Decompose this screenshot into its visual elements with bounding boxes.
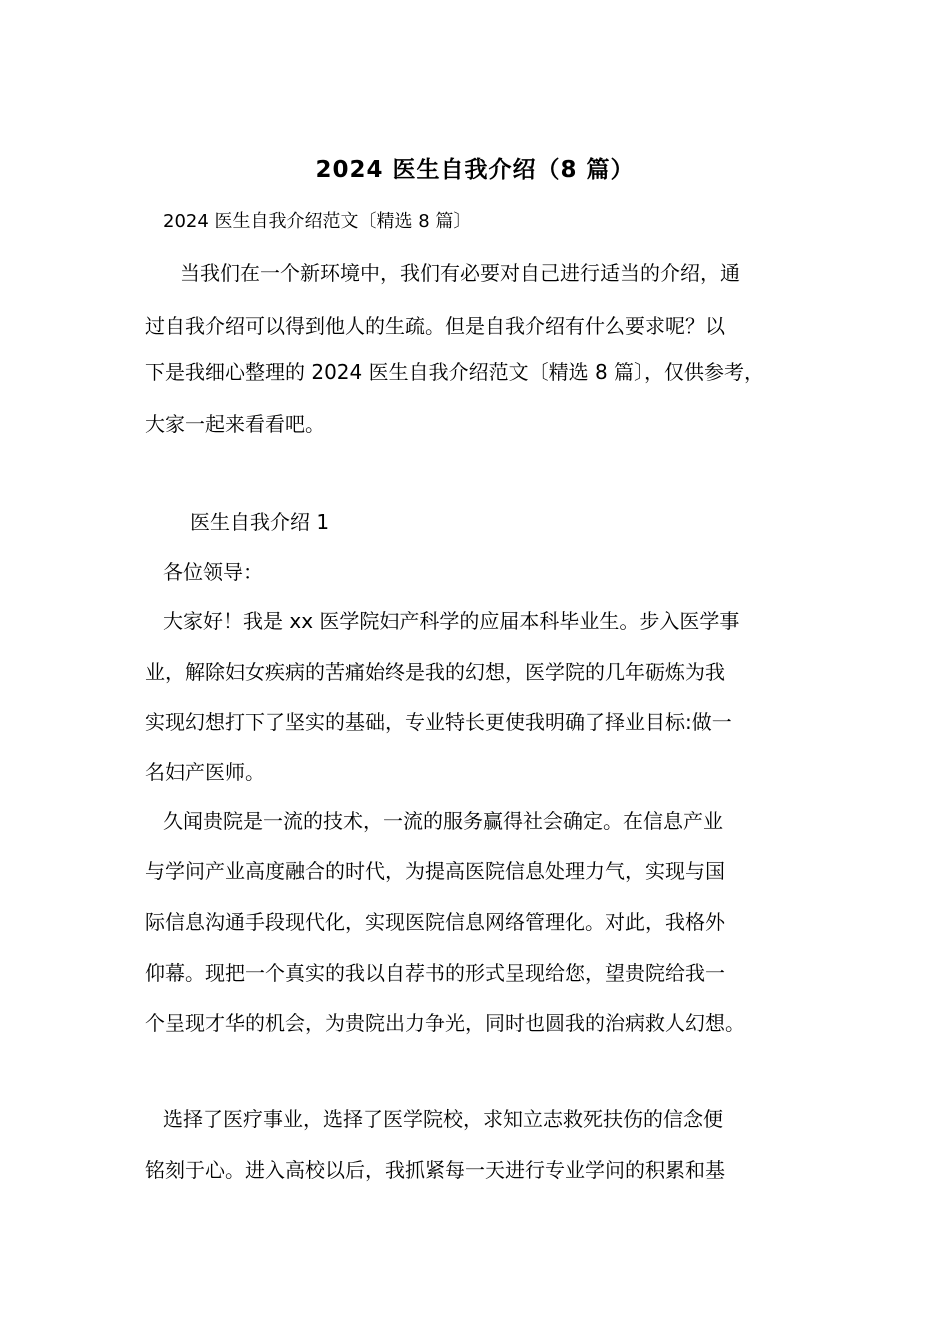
paragraph-line: 久闻贵院是一流的技术，一流的服务赢得社会确定。在信息产业 — [163, 809, 723, 833]
paragraph-line: 仰幕。现把一个真实的我以自荐书的形式呈现给您，望贵院给我一 — [145, 961, 725, 985]
paragraph-line: 铭刻于心。进入高校以后，我抓紧每一天进行专业学问的积累和基 — [145, 1158, 725, 1182]
intro-line: 过自我介绍可以得到他人的生疏。但是自我介绍有什么要求呢？以 — [145, 314, 725, 338]
paragraph-line: 与学问产业高度融合的时代，为提高医院信息处理力气，实现与国 — [145, 859, 725, 883]
intro-line: 当我们在一个新环境中，我们有必要对自己进行适当的介绍，通 — [180, 261, 740, 285]
paragraph-line: 大家好！我是 xx 医学院妇产科学的应届本科毕业生。步入医学事 — [163, 609, 740, 633]
intro-line: 大家一起来看看吧。 — [145, 412, 325, 436]
paragraph-line: 选择了医疗事业，选择了医学院校，求知立志救死扶伤的信念便 — [163, 1107, 723, 1131]
document-subtitle: 2024 医生自我介绍范文〔精选 8 篇〕 — [163, 211, 472, 232]
paragraph-line: 名妇产医师。 — [145, 760, 265, 784]
paragraph-line: 实现幻想打下了坚实的基础，专业特长更使我明确了择业目标:做一 — [145, 710, 732, 734]
paragraph-line: 个呈现才华的机会，为贵院出力争光，同时也圆我的治病救人幻想。 — [145, 1011, 745, 1035]
document-title: 2024 医生自我介绍（8 篇） — [315, 157, 635, 183]
intro-line: 下是我细心整理的 2024 医生自我介绍范文〔精选 8 篇〕，仅供参考， — [145, 360, 765, 384]
paragraph-line: 业，解除妇女疾病的苦痛始终是我的幻想，医学院的几年砺炼为我 — [145, 660, 725, 684]
section-heading: 医生自我介绍 1 — [190, 510, 330, 534]
salutation: 各位领导： — [163, 560, 263, 584]
paragraph-line: 际信息沟通手段现代化，实现医院信息网络管理化。对此，我格外 — [145, 910, 725, 934]
